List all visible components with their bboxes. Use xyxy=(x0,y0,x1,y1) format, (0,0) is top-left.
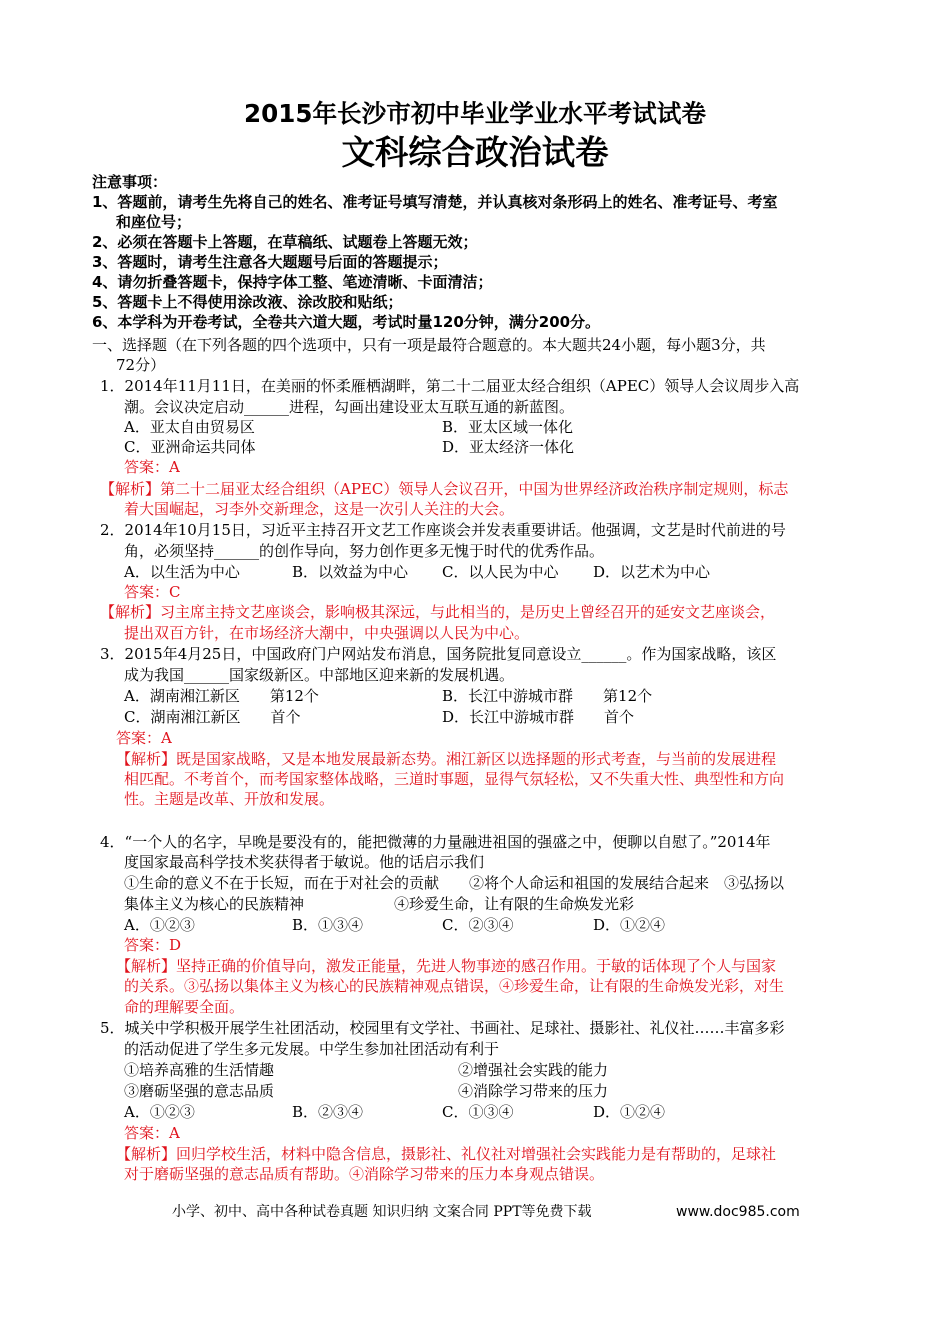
q3-answer: 答案：A xyxy=(116,729,172,747)
q3-stem-cont: 成为我国______国家级新区。中部地区迎来新的发展机遇。 xyxy=(124,666,515,684)
q2-option-d: D．以艺术为中心 xyxy=(593,563,711,581)
q2-stem: 2．2014年10月15日，习近平主持召开文艺工作座谈会并发表重要讲话。他强调，文艺是时代前进的号 xyxy=(100,521,786,539)
q5-explanation-cont: 对于磨砺坚强的意志品质有帮助。④消除学习带来的压力本身观点错误。 xyxy=(124,1165,605,1183)
q1-option-b: B．亚太区域一体化 xyxy=(442,418,574,436)
q2-answer: 答案：C xyxy=(124,583,181,601)
q1-stem: 1．2014年11月11日，在美丽的怀柔雁栖湖畔，第二十二届亚太经合组织（APEC）领导人会议周步入高 xyxy=(100,377,800,395)
q2-option-b: B．以效益为中心 xyxy=(292,563,409,581)
q4-statements: ①生命的意义不在于长短，而在于对社会的贡献 ②将个人命运和祖国的发展结合起来 ③弘扬以 xyxy=(124,874,785,892)
notice-item: 1、答题前，请考生先将自己的姓名、准考证号填写清楚，并认真核对条形码上的姓名、准考证号、考室 xyxy=(92,193,778,211)
notice-item: 6、本学科为开卷考试，全卷共六道大题，考试时量120分钟，满分200分。 xyxy=(92,313,601,331)
q5-stem: 5．城关中学积极开展学生社团活动，校园里有文学社、书画社、足球社、摄影社、礼仪社……丰富多彩 xyxy=(100,1019,785,1037)
q4-statements-cont: 集体主义为核心的民族精神 ④珍爱生命，让有限的生命焕发光彩 xyxy=(124,895,635,913)
q1-option-a: A．亚太自由贸易区 xyxy=(124,418,255,436)
q5-option-c: C．①③④ xyxy=(442,1103,514,1121)
notice-item: 2、必须在答题卡上答题，在草稿纸、试题卷上答题无效； xyxy=(92,233,478,251)
q3-option-c: C．湖南湘江新区 首个 xyxy=(124,708,301,726)
q3-explanation: 【解析】既是国家战略，又是本地发展最新态势。湘江新区以选择题的形式考查，与当前的发展进程 xyxy=(116,750,777,768)
q2-stem-cont: 角，必须坚持______的创作导向，努力创作更多无愧于时代的优秀作品。 xyxy=(124,542,605,560)
q3-option-b: B．长江中游城市群 第12个 xyxy=(442,687,653,705)
notice-item: 和座位号； xyxy=(116,213,192,231)
q4-option-b: B．①③④ xyxy=(292,916,364,934)
q4-answer: 答案：D xyxy=(124,936,182,954)
q1-option-c: C．亚洲命运共同体 xyxy=(124,438,256,456)
notice-item: 4、请勿折叠答题卡，保持字体工整、笔迹清晰、卡面清洁； xyxy=(92,273,493,291)
q5-statement-3: ③磨砺坚强的意志品质 xyxy=(124,1082,275,1100)
q4-option-a: A．①②③ xyxy=(124,916,195,934)
q3-option-a: A．湖南湘江新区 第12个 xyxy=(124,687,319,705)
q5-statement-4: ④消除学习带来的压力 xyxy=(458,1082,609,1100)
q1-stem-cont: 潮。会议决定启动______进程，勾画出建设亚太互联互通的新蓝图。 xyxy=(124,398,575,416)
q3-explanation-cont: 性。主题是改革、开放和发展。 xyxy=(124,790,335,808)
q1-option-d: D．亚太经济一体化 xyxy=(442,438,575,456)
q4-option-d: D．①②④ xyxy=(593,916,666,934)
q3-stem: 3．2015年4月25日，中国政府门户网站发布消息，国务院批复同意设立______。作为国家战略，该区 xyxy=(100,645,777,663)
q5-explanation: 【解析】回归学校生活，材料中隐含信息，摄影社、礼仪社对增强社会实践能力是有帮助的，足球社 xyxy=(116,1145,777,1163)
section-header-cont: 72分） xyxy=(116,356,166,374)
q4-stem: 4．“一个人的名字，早晚是要没有的，能把微薄的力量融进祖国的强盛之中，便聊以自慰了。”2014年 xyxy=(100,833,771,851)
q2-explanation: 【解析】习主席主持文艺座谈会，影响极其深远，与此相当的，是历史上曾经召开的延安文艺座谈会， xyxy=(100,603,776,621)
notice-heading: 注意事项： xyxy=(92,173,168,191)
q5-stem-cont: 的活动促进了学生多元发展。中学生参加社团活动有利于 xyxy=(124,1040,500,1058)
q1-explanation: 【解析】第二十二届亚太经合组织（APEC）领导人会议召开，中国为世界经济政治秩序制定规则，标志 xyxy=(100,480,789,498)
footer-link[interactable]: www.doc985.com xyxy=(676,1204,800,1220)
notice-item: 3、答题时，请考生注意各大题题号后面的答题提示； xyxy=(92,253,448,271)
footer-text: 小学、初中、高中各种试卷真题 知识归纳 文案合同 PPT等免费下载 xyxy=(172,1204,592,1220)
q4-option-c: C．②③④ xyxy=(442,916,514,934)
q1-answer: 答案：A xyxy=(124,458,180,476)
q4-stem-cont: 度国家最高科学技术奖获得者于敏说。他的话启示我们 xyxy=(124,853,485,871)
q5-statement-2: ②增强社会实践的能力 xyxy=(458,1061,609,1079)
q5-option-a: A．①②③ xyxy=(124,1103,195,1121)
q4-explanation-cont: 的关系。③弘扬以集体主义为核心的民族精神观点错误，④珍爱生命，让有限的生命焕发光彩，对生 xyxy=(124,977,785,995)
exam-title: 2015年长沙市初中毕业学业水平考试试卷 xyxy=(244,99,706,128)
q1-explanation-cont: 着大国崛起，习李外交新理念，这是一次引人关注的大会。 xyxy=(124,500,515,518)
q4-explanation-cont: 命的理解要全面。 xyxy=(124,998,245,1016)
q2-explanation-cont: 提出双百方针，在市场经济大潮中，中央强调以人民为中心。 xyxy=(124,624,530,642)
q3-option-d: D．长江中游城市群 首个 xyxy=(442,708,635,726)
q2-option-c: C．以人民为中心 xyxy=(442,563,559,581)
q5-statement-1: ①培养高雅的生活情趣 xyxy=(124,1061,275,1079)
q5-option-b: B．②③④ xyxy=(292,1103,364,1121)
notice-item: 5、答题卡上不得使用涂改液、涂改胶和贴纸； xyxy=(92,293,403,311)
q5-option-d: D．①②④ xyxy=(593,1103,666,1121)
q5-answer: 答案：A xyxy=(124,1124,180,1142)
q2-option-a: A．以生活为中心 xyxy=(124,563,240,581)
section-header: 一、选择题（在下列各题的四个选项中，只有一项是最符合题意的。本大题共24小题，每小题3分，共 xyxy=(92,336,766,354)
q3-explanation-cont: 相匹配。不考首个，而考国家整体战略，三道时事题，显得气氛轻松，又不失重大性、典型性和方向 xyxy=(124,770,785,788)
q4-explanation: 【解析】坚持正确的价值导向，激发正能量，先进人物事迹的感召作用。于敏的话体现了个人与国家 xyxy=(116,957,777,975)
exam-subtitle: 文科综合政治试卷 xyxy=(341,133,609,172)
